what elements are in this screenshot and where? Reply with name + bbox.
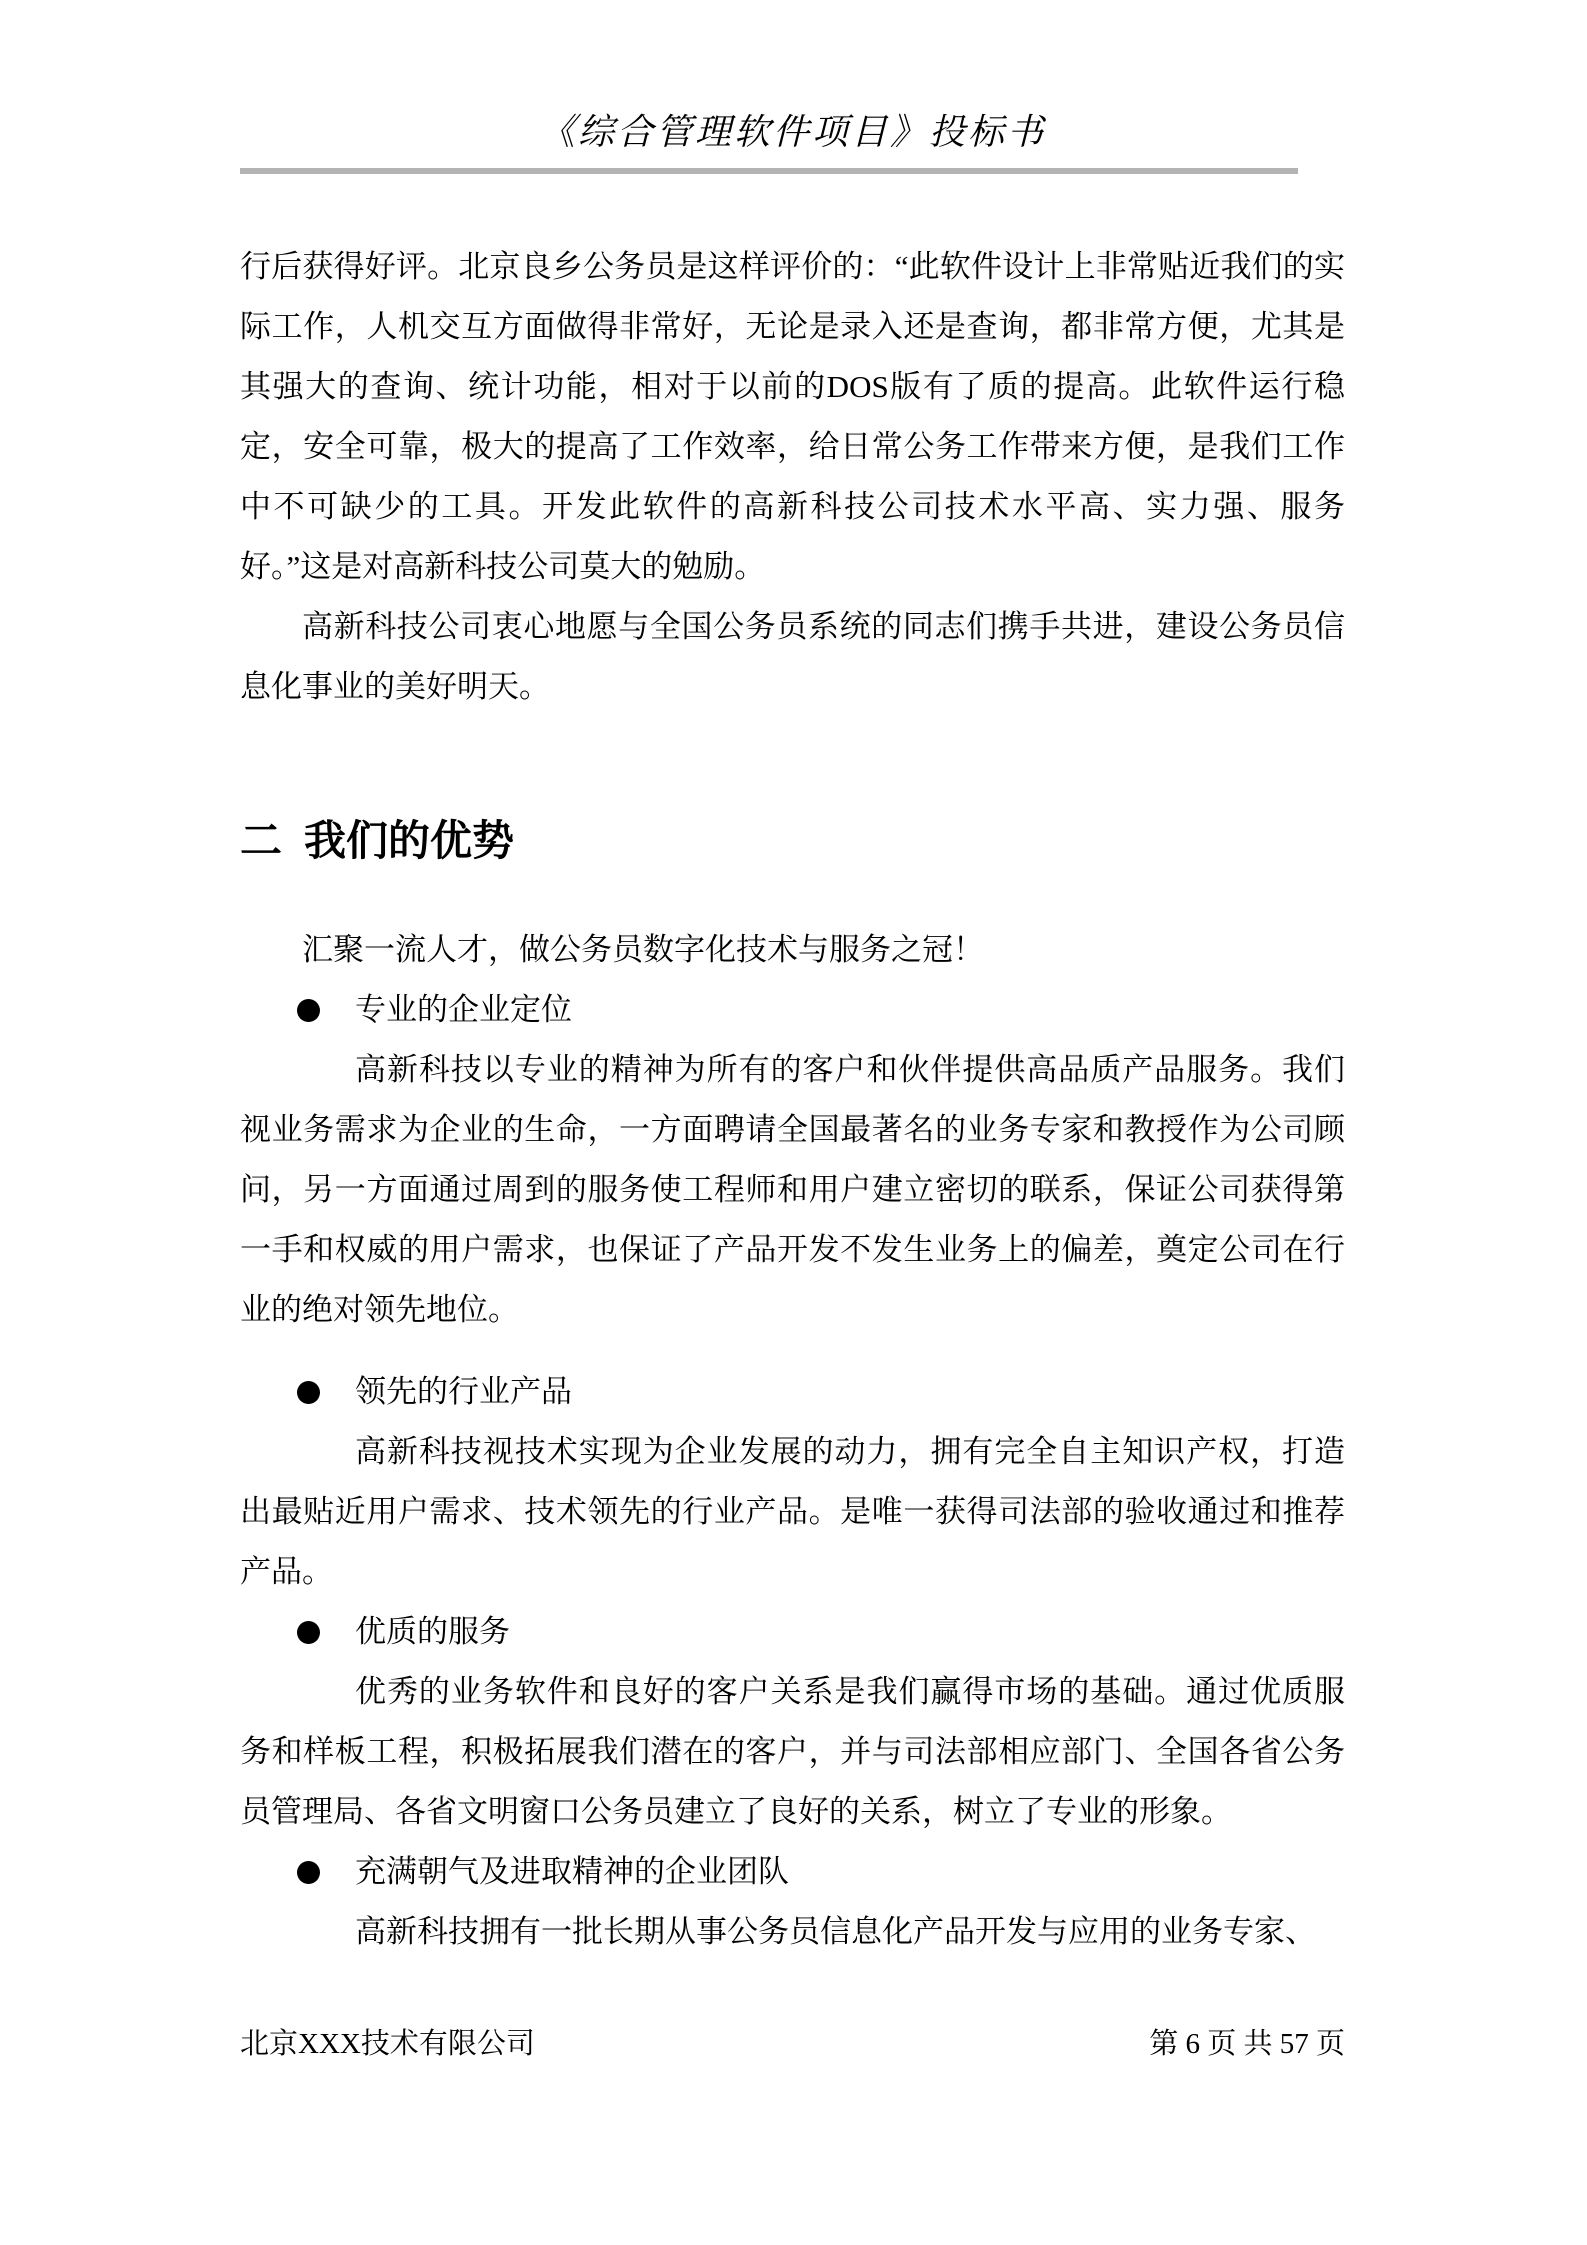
bullet-icon [297, 1381, 320, 1404]
list-item-team [240, 1842, 1345, 1962]
list-item-body: 优秀的业务软件和良好的客户关系是我们赢得市场的基础。通过优质服务和样板工程，积极拓展我们潜在的客户，并与司法部相应部门、全国各省公务员管理局、各省文明窗口公务员建立了良好的关系，树立了专业的形象。 [240, 1674, 1345, 1829]
footer-company: 北京XXX技术有限公司 [240, 2028, 535, 2060]
section-title: 我们的优势 [304, 817, 515, 864]
page-footer [240, 2026, 1345, 2062]
list-item-header [240, 1842, 1345, 1902]
list-item-body: 高新科技视技术实现为企业发展的动力，拥有完全自主知识产权，打造出最贴近用户需求、技术领先的行业产品。是唯一获得司法部的验收通过和推荐产品。 [240, 1434, 1345, 1589]
list-item-positioning [240, 980, 1345, 1340]
section-number: 二 [240, 817, 283, 864]
list-item-body: 高新科技拥有一批长期从事公务员信息化产品开发与应用的业务专家、 [355, 1914, 1316, 1949]
bullet-icon [297, 1861, 320, 1884]
footer-page-number: 第 6 页 共 57 页 [1149, 2028, 1345, 2060]
list-item-header [240, 980, 1345, 1040]
list-item-label: 专业的企业定位 [355, 992, 572, 1027]
slogan-line: 汇聚一流人才，做公务员数字化技术与服务之冠！ [302, 932, 984, 967]
list-item-products [240, 1362, 1345, 1602]
bullet-icon [297, 1621, 320, 1644]
list-item-service [240, 1602, 1345, 1842]
list-item-header [240, 1362, 1345, 1422]
bullet-icon [297, 999, 320, 1022]
document-body [240, 237, 1345, 1962]
list-item-label: 优质的服务 [355, 1614, 510, 1649]
section-heading [240, 806, 1345, 876]
list-item-label: 充满朝气及进取精神的企业团队 [355, 1854, 789, 1889]
paragraph-continuation: 行后获得好评。北京良乡公务员是这样评价的：“此软件设计上非常贴近我们的实际工作，人机交互方面做得非常好，无论是录入还是查询，都非常方便，尤其是其强大的查询、统计功能，相对于以前的DOS版有了质的提高。此软件运行稳定，安全可靠，极大的提高了工作效率，给日常公务工作带来方便，是我们工作中不可缺少的工具。开发此软件的高新科技公司技术水平高、实力强、服务好。”这是对高新科技公司莫大的勉励。 [240, 249, 1345, 584]
list-item-header [240, 1602, 1345, 1662]
list-item-body: 高新科技以专业的精神为所有的客户和伙伴提供高品质产品服务。我们视业务需求为企业的生命，一方面聘请全国最著名的业务专家和教授作为公司顾问，另一方面通过周到的服务使工程师和用户建立密切的联系，保证公司获得第一手和权威的用户需求，也保证了产品开发不发生业务上的偏差，奠定公司在行业的绝对领先地位。 [240, 1052, 1345, 1327]
list-item-label: 领先的行业产品 [355, 1374, 572, 1409]
header-rule [240, 168, 1298, 174]
header-title: 《综合管理软件项目》投标书 [538, 112, 1046, 152]
paragraph-closing: 高新科技公司衷心地愿与全国公务员系统的同志们携手共进，建设公务员信息化事业的美好明天。 [240, 609, 1345, 704]
